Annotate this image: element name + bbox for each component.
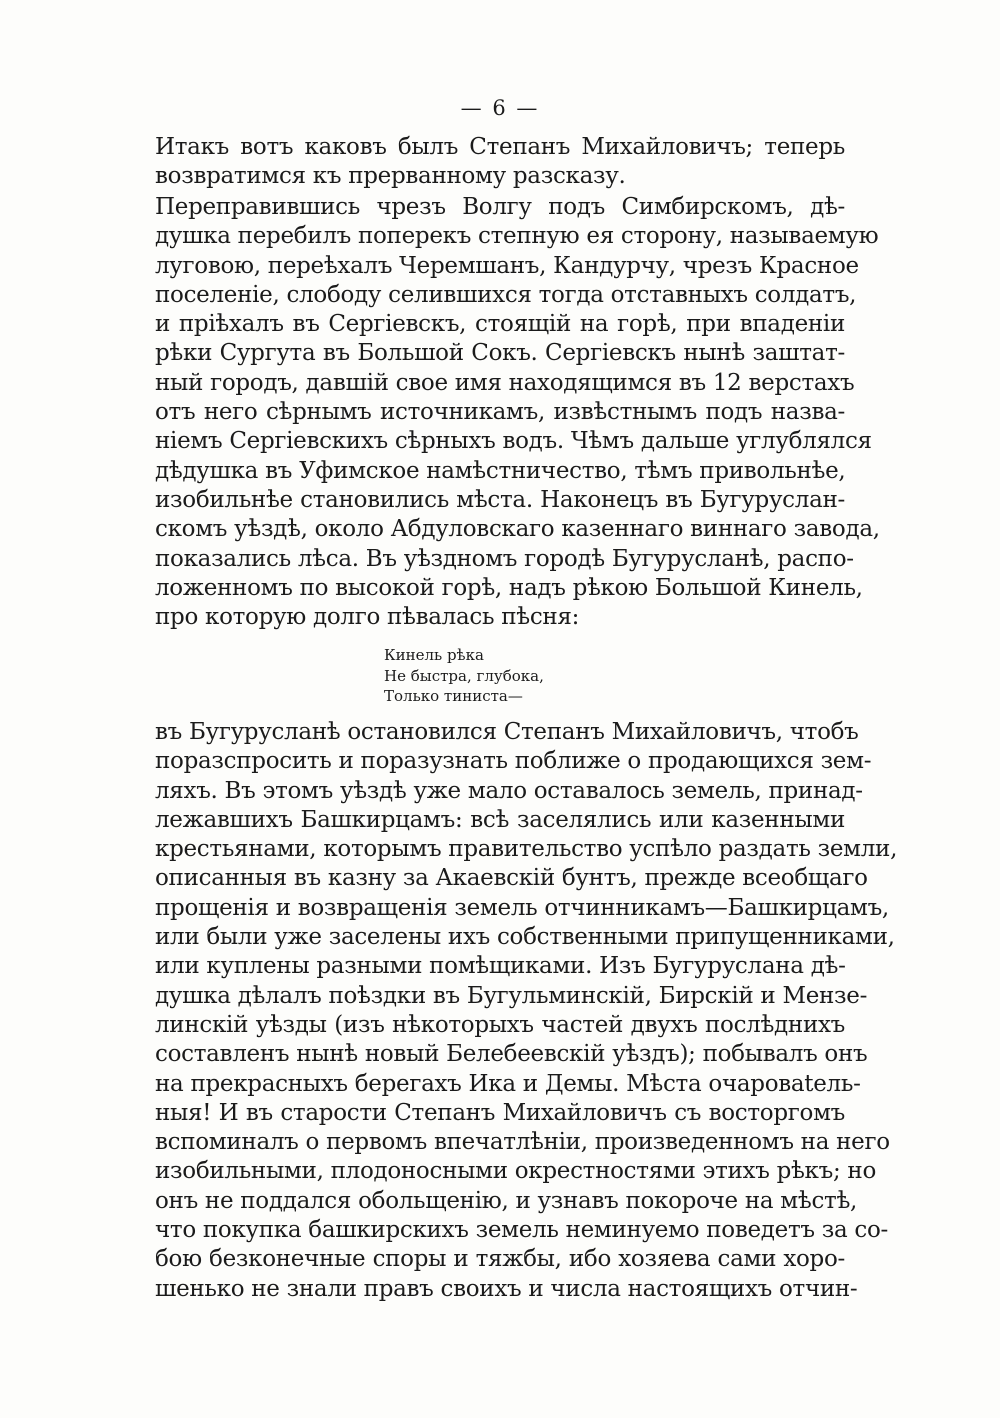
text-line: лежавшихъ Башкирцамъ: всѣ заселялись или казенными [155, 806, 845, 833]
poem-line: Только тиниста— [384, 687, 523, 705]
text-line: душка дѣлалъ поѣздки въ Бугульминскій, Бирскій и Мензе- [155, 982, 868, 1009]
text-line: составленъ нынѣ новый Белебеевскій уѣздъ); побывалъ онъ [155, 1041, 868, 1068]
text-line: онъ не поддался обольщенію, и узнавъ покороче на мѣстѣ, [155, 1187, 858, 1214]
poem-line: Кинель рѣка [384, 646, 484, 664]
text-line: возвратимся къ прерванному разсказу. [155, 163, 626, 190]
text-line: отъ него сѣрнымъ источникамъ, извѣстнымъ подъ назва- [155, 399, 845, 426]
text-line: ложенномъ по высокой горѣ, надъ рѣкою Большой Кинель, [155, 574, 863, 601]
text-line: или были уже заселены ихъ собственными припущенниками, [155, 924, 895, 951]
text-line: показались лѣса. Въ уѣздномъ городѣ Бугурусланѣ, распо- [155, 545, 854, 572]
text-line: линскій уѣзды (изъ нѣкоторыхъ частей двухъ послѣднихъ [155, 1011, 845, 1038]
text-line: въ Бугурусланѣ остановился Степанъ Михайловичъ, чтобъ [155, 719, 859, 745]
text-line: поразспросить и поразузнать поближе о продающихся зем- [155, 748, 872, 775]
text-line: и пріѣхалъ въ Сергіевскъ, стоящій на горѣ, при впаденіи [155, 311, 845, 338]
text-line: описанныя въ казну за Акаевскій бунтъ, прежде всеобщаго [155, 865, 868, 892]
text-line: вспоминалъ о первомъ впечатлѣніи, произведенномъ на него [155, 1129, 890, 1156]
paragraph-3 [155, 718, 898, 1304]
poem-quote [384, 645, 684, 707]
text-line: ляхъ. Въ этомъ уѣздѣ уже мало оставалось земель, принад- [155, 777, 863, 804]
text-line: ный городъ, давшій свое имя находящимся въ 12 верстахъ [155, 369, 855, 396]
text-line: дѣдушка въ Уфимское намѣстничество, тѣмъ привольнѣе, [155, 457, 846, 484]
page-number: — 6 — [460, 96, 540, 120]
paragraph-1 [155, 133, 845, 192]
text-line: на прекрасныхъ берегахъ Ика и Демы. Мѣста очаровatель- [155, 1070, 861, 1097]
text-line: луговою, переѣхалъ Черемшанъ, Кандурчу, чрезъ Красное [155, 252, 859, 279]
text-line: поселеніе, слободу селившихся тогда отставныхъ солдатъ, [155, 281, 857, 308]
text-line: Переправившись чрезъ Волгу подъ Симбирскомъ, дѣ- [155, 194, 845, 220]
text-line: или куплены разными помѣщиками. Изъ Бугуруслана дѣ- [155, 953, 846, 980]
text-line: ныя! И въ старости Степанъ Михайловичъ съ восторгомъ [155, 1099, 845, 1126]
text-line: про которую долго пѣвалась пѣсня: [155, 604, 580, 631]
text-line: скомъ уѣздѣ, около Абдуловскаго казеннаго виннаго завода, [155, 516, 880, 543]
text-line: рѣки Сургута въ Большой Сокъ. Сергіевскъ нынѣ заштат- [155, 340, 845, 367]
text-line: прощенія и возвращенія земель отчинникамъ—Башкирцамъ, [155, 894, 889, 921]
text-line: Итакъ вотъ каковъ былъ Степанъ Михайловичъ; теперь [155, 134, 845, 160]
poem-line: Не быстра, глубока, [384, 666, 544, 685]
text-line: крестьянами, которымъ правительство успѣло раздать земли, [155, 836, 898, 863]
text-line: изобильнѣе становились мѣста. Наконецъ въ Бугуруслан- [155, 486, 845, 513]
text-line: бою безконечные споры и тяжбы, ибо хозяева сами хоро- [155, 1246, 845, 1273]
text-line: что покупка башкирскихъ земель неминуемо поведетъ за со- [155, 1217, 889, 1244]
text-line: душка перебилъ поперекъ степную ея сторону, называемую [155, 223, 879, 250]
text-line: изобильными, плодоносными окрестностями этихъ рѣкъ; но [155, 1158, 877, 1185]
paragraph-2 [155, 193, 880, 632]
text-line: ніемъ Сергіевскихъ сѣрныхъ водъ. Чѣмъ дальше углублялся [155, 428, 872, 455]
text-line: шенько не знали правъ своихъ и числа настоящихъ отчин- [155, 1275, 858, 1302]
